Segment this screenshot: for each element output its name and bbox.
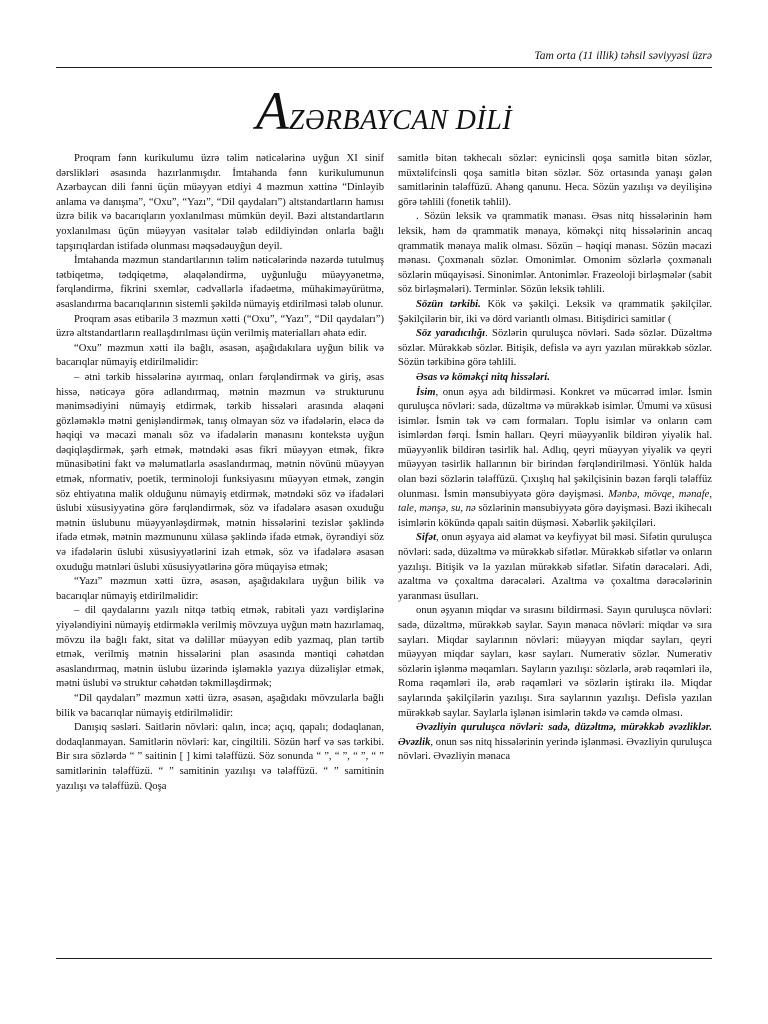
paragraph: – dil qaydalarını yazılı nitqə tətbiq etmək, rabitəli yazı vərdişlərinə yiyələndiyini nümayiş etdirməklə verilmiş mövzuya uyğun mətn hazırlamaq, mövzu ilə bağlı fakt, sitat və dəlillər müəyyən edib yazmaq, plan tərtib etmək, verilmiş mətnin hissələrini plan əsasında məntiqi cəhətdən əsaslandırmaq, mətnin üslubu üzərində işləməklə yazıya düzəlişlər etmək, mətni üslubi və struktur cəhətdən təkmilləşdirmək; bbox=[56, 605, 384, 690]
paragraph-text: , onun əşya adı bildirməsi. Konkret və mücərrəd imlər. İsmin quruluşca növləri: sadə, düzəltmə və mürəkkəb isimlər. Ümumi və xüsusi isimlər. İsmin tək və cəm formaları. Toplu isimlər və onların cəm isimlərdən fərqi. İsmin halları. Qeyri müəyyənlik bildirən yiyəlik hal. müəyyənlik bildirən təsirlik hal. Adlıq, qeyri müəyyən yiyəlik və qeyri müəyyən təsirlik hallarının bir birindən fərqləndirilməsi. Yönlük halda olan bəzi sözlərin tələffüzü. Çıxışlıq hal şəkilçisinin bəzən fərqli tələffüz olunması. İsmin mənsubiyyətə görə dəyişməsi. bbox=[398, 386, 712, 500]
paragraph: Danışıq səsləri. Saitlərin növləri: qalın, incə; açıq, qapalı; dodaqlanan, dodaqlanmayan. Samitlərin növləri: kar, cingiltili. Sözün hərf və səs tərkibi. Bir sıra sözlərdə “ ” saitinin [ ] kimi tələffüzü. Söz sonunda “ ”, “ ”, “ ”, “ ” samitlərinin tələffüzü. “ ” samitinin yazılışı və tələffüzü. “ ” samitinin yazılışı və tələffüzü. Qoşa bbox=[56, 722, 384, 792]
paragraph bbox=[398, 531, 712, 604]
section-heading: Əvəzliyin quruluşca növləri: sadə, düzəltmə, mürəkkəb əvəzliklər. Əvəzlik bbox=[398, 722, 712, 748]
section-heading: Sözün tərkibi. bbox=[416, 298, 481, 310]
paragraph bbox=[398, 386, 712, 532]
paragraph: “Yazı” məzmun xətti üzrə, əsasən, aşağıdakılara uyğun bilik və bacarıqlar nümayiş etdirilməlidir: bbox=[56, 576, 384, 602]
footer-rule bbox=[56, 958, 712, 959]
paragraph bbox=[398, 721, 712, 765]
left-column bbox=[56, 152, 384, 794]
title-rest: ZƏRBAYCAN DİLİ bbox=[288, 105, 513, 136]
section-heading: Sifət bbox=[416, 532, 437, 544]
page-title bbox=[0, 80, 768, 142]
paragraph: İmtahanda məzmun standartlarının təlim nəticələrində nəzərdə tutulmuş tətbiqetmə, tədqiqetmə, əlaqələndirmə, uyğunluğu müəyyənetmə, fərqləndirmə, fikrini sxemlər, cədvəllərlə ifadəetmə, mühakiməyürütmə, əsaslandırma bacarıqlarının sistemli şəkildə nümayiş etdirilməsi tələb olunur. bbox=[56, 255, 384, 310]
paragraph: samitlə bitən təkhecalı sözlər: eynicinsli qoşa samitlə bitən sözlər, müxtəlifcinsli qoşa samitlə bitən sözlər. Söz ortasında yanaşı gələn samitlərinin tələffüzü. Ahəng qanunu. Heca. Sözün yazılışı və deyilişinə görə təhlili (fonetik təhlil). bbox=[398, 153, 712, 208]
paragraph bbox=[398, 298, 712, 327]
section-heading: İsim bbox=[416, 386, 436, 398]
paragraph: Proqram fənn kurikulumu üzrə təlim nəticələrinə uyğun XI sinif dərslikləri əsasında hazırlanmışdır. İmtahanda fənn kurikulumunun Azərbaycan dili fənni üçün müəyyən etdiyi 4 məzmun xəttinə “Dinləyib anlama və danışma”, “Oxu”, “Yazı”, “Dil qaydaları”) altstandartların hamısı üzrə bilik və bacarıqların yoxlanılması mümkün deyil. Bəzi altstandartların yoxlanılması üçün müəyyən vasitələr tələb edildiyindən onlarla bağlı tapşırıqlardan istifadə olunması məqsədəuyğun deyil. bbox=[56, 153, 384, 252]
paragraph: onun əşyanın miqdar və sırasını bildirməsi. Sayın quruluşca növləri: sadə, düzəltmə, mürəkkəb saylar. Sayın mənaca növləri: miqdar və sıra sayları. Miqdar saylarının növləri: müəyyən miqdar sayları, qeyri müəyyən miqdar sayları, kəsr sayları. Numerativ sözlər. Numerativ sözlərin işlənmə məqamları. Sayların yazılışı: sözlərlə, ərəb rəqəmləri ilə, Roma rəqəmləri ilə, ərəb rəqəmləri və sözlərin iştirakı ilə. Miqdar saylarında şəkilçilərin yazılışı. Sıra saylarının yazılışı. Defislə yazılan mürəkkəb saylar. Saylarla işlənən isimlərin təkdə və cəmdə olması. bbox=[398, 605, 712, 719]
paragraph: “Oxu” məzmun xətti ilə bağlı, əsasən, aşağıdakılara uyğun bilik və bacarıqlar nümayiş etdirilməlidir: bbox=[56, 342, 384, 369]
paragraph: “Dil qaydaları” məzmun xətti üzrə, əsasən, aşağıdakı mövzularla bağlı bilik və bacarıqlar nümayiş etdirilməlidir: bbox=[56, 692, 384, 719]
right-column bbox=[398, 152, 712, 765]
paragraph-text: , onun səs nitq hissələrinin yerində işlənməsi. Əvəzliyin quruluşca növləri. Əvəzliyin mənaca bbox=[398, 736, 712, 763]
section-heading: Söz yaradıcılığı bbox=[416, 328, 486, 340]
paragraph: – ətni tərkib hissələrinə ayırmaq, onları fərqləndirmək və giriş, əsas hissə, nəticəyə görə adlandırmaq, mətnin məzmun və strukturunu mənimsədiyini nümayiş etdirmək, tərkib hissələri arasında əlaqəni gözləməklə mətni genişləndirmək, tanış olmayan söz və ifadələrin, eləcə də həqiqi və məcazi mənalı söz və ifadələrin mənasını kontekstə uyğun dəqiqləşdirmək, şərh etmək, mətndəki əsas fikri müəyyən etmək, fikrə münasibətini fakt və məlumatlarla əsaslandırmaq, mətnin növünü müəyyən etmək, nformativ, poetik, terminoloji funksiyasını müəyyən etmək, zəngin söz ehtiyatına malik olduğunu nümayiş etdirmək, mətndəki söz və ifadələri üslubi xüsusiyyətinə görə fərqləndirmək, söz və ifadələrə əsasən oxuduğu mətnin üslubunu müəyyənləşdirmək, mətnin hissələrini tezislər şəklində ifadə etmək, mətnin məzmununu xülasə şəklində ifadə etmək, öyrəndiyi söz və ifadələrin üslubi xüsusiyyətlərini izah etmək, söz və ifadələrə əsasən oxuduğu mətnləri üslubi xüsusiyyətlərinə görə müqayisə etmək; bbox=[56, 371, 384, 573]
paragraph-text: sözlərinin mənsubiyyətə görə dəyişməsi. Bəzi ikihecalı isimlərin kökündə qapalı saitin düşməsi. Xəbərlik şəkilçiləri. bbox=[398, 503, 712, 529]
page-header bbox=[56, 50, 712, 62]
paragraph-text: Kök və şəkilçi. Leksik və qrammatik şəkilçilər. Şəkilçilərin bir, iki və dörd variantlı olması. Bitişdirici samitlər ( bbox=[398, 298, 713, 325]
section-heading: Əsas və köməkçi nitq hissələri. bbox=[416, 371, 550, 383]
paragraph-text: , onun əşyaya aid əlamət və keyfiyyət bil məsi. Sifətin quruluşca növləri: sadə, düzəltmə və mürəkkəb sifətlər. Mürəkkəb sifətlər və onların yazılışı. Bitişik və lə yazılan mürəkkəb sifətlər. Sifətin dərəcələri. Adi, azaltma və çoxaltma dərəcələri. Azaltma və çoxaltma dərəcələrinin yaranması üsulları. bbox=[398, 532, 712, 602]
header-subtitle: Tam orta (11 illik) təhsil səviyyəsi üzrə bbox=[534, 50, 712, 62]
paragraph: . Sözün leksik və qrammatik mənası. Əsas nitq hissələrinin həm leksik, həm də qrammatik mənaya, köməkçi nitq hissələrinin ancaq qrammatik mənaya malik olması. Sözün – həqiqi mənası. Sözün məcazi mənası. Çoxmənalı sözlər. Omonimlər. Omonim sözlərlə çoxmənalı sözlərin müqayisəsi. Sinonimlər. Antonimlər. Frazeoloji birləşmələr (sabit söz birləşmələri). Terminlər. Sözün leksik təhlili. bbox=[398, 211, 712, 296]
title-initial: A bbox=[255, 81, 289, 141]
paragraph bbox=[398, 371, 712, 386]
paragraph-text: . Sözlərin quruluşca növləri. Sadə sözlər. Düzəltmə sözlər. Mürəkkəb sözlər. Bitişik, defislə və ayrı yazılan mürəkkəb sözlər. Sözün tərkibinə görə təhlili. bbox=[398, 328, 712, 369]
paragraph: Proqram əsas etibarilə 3 məzmun xətti (“Oxu”, “Yazı”, “Dil qaydaları”) üzrə altstandartların reallaşdırılması üçün verilmiş materialları əhatə edir. bbox=[56, 313, 384, 340]
paragraph bbox=[398, 327, 712, 371]
header-rule bbox=[56, 67, 712, 68]
italic-words: Mənbə, mövqe, mənafe, tale, mənşə, su, nə bbox=[398, 488, 712, 515]
